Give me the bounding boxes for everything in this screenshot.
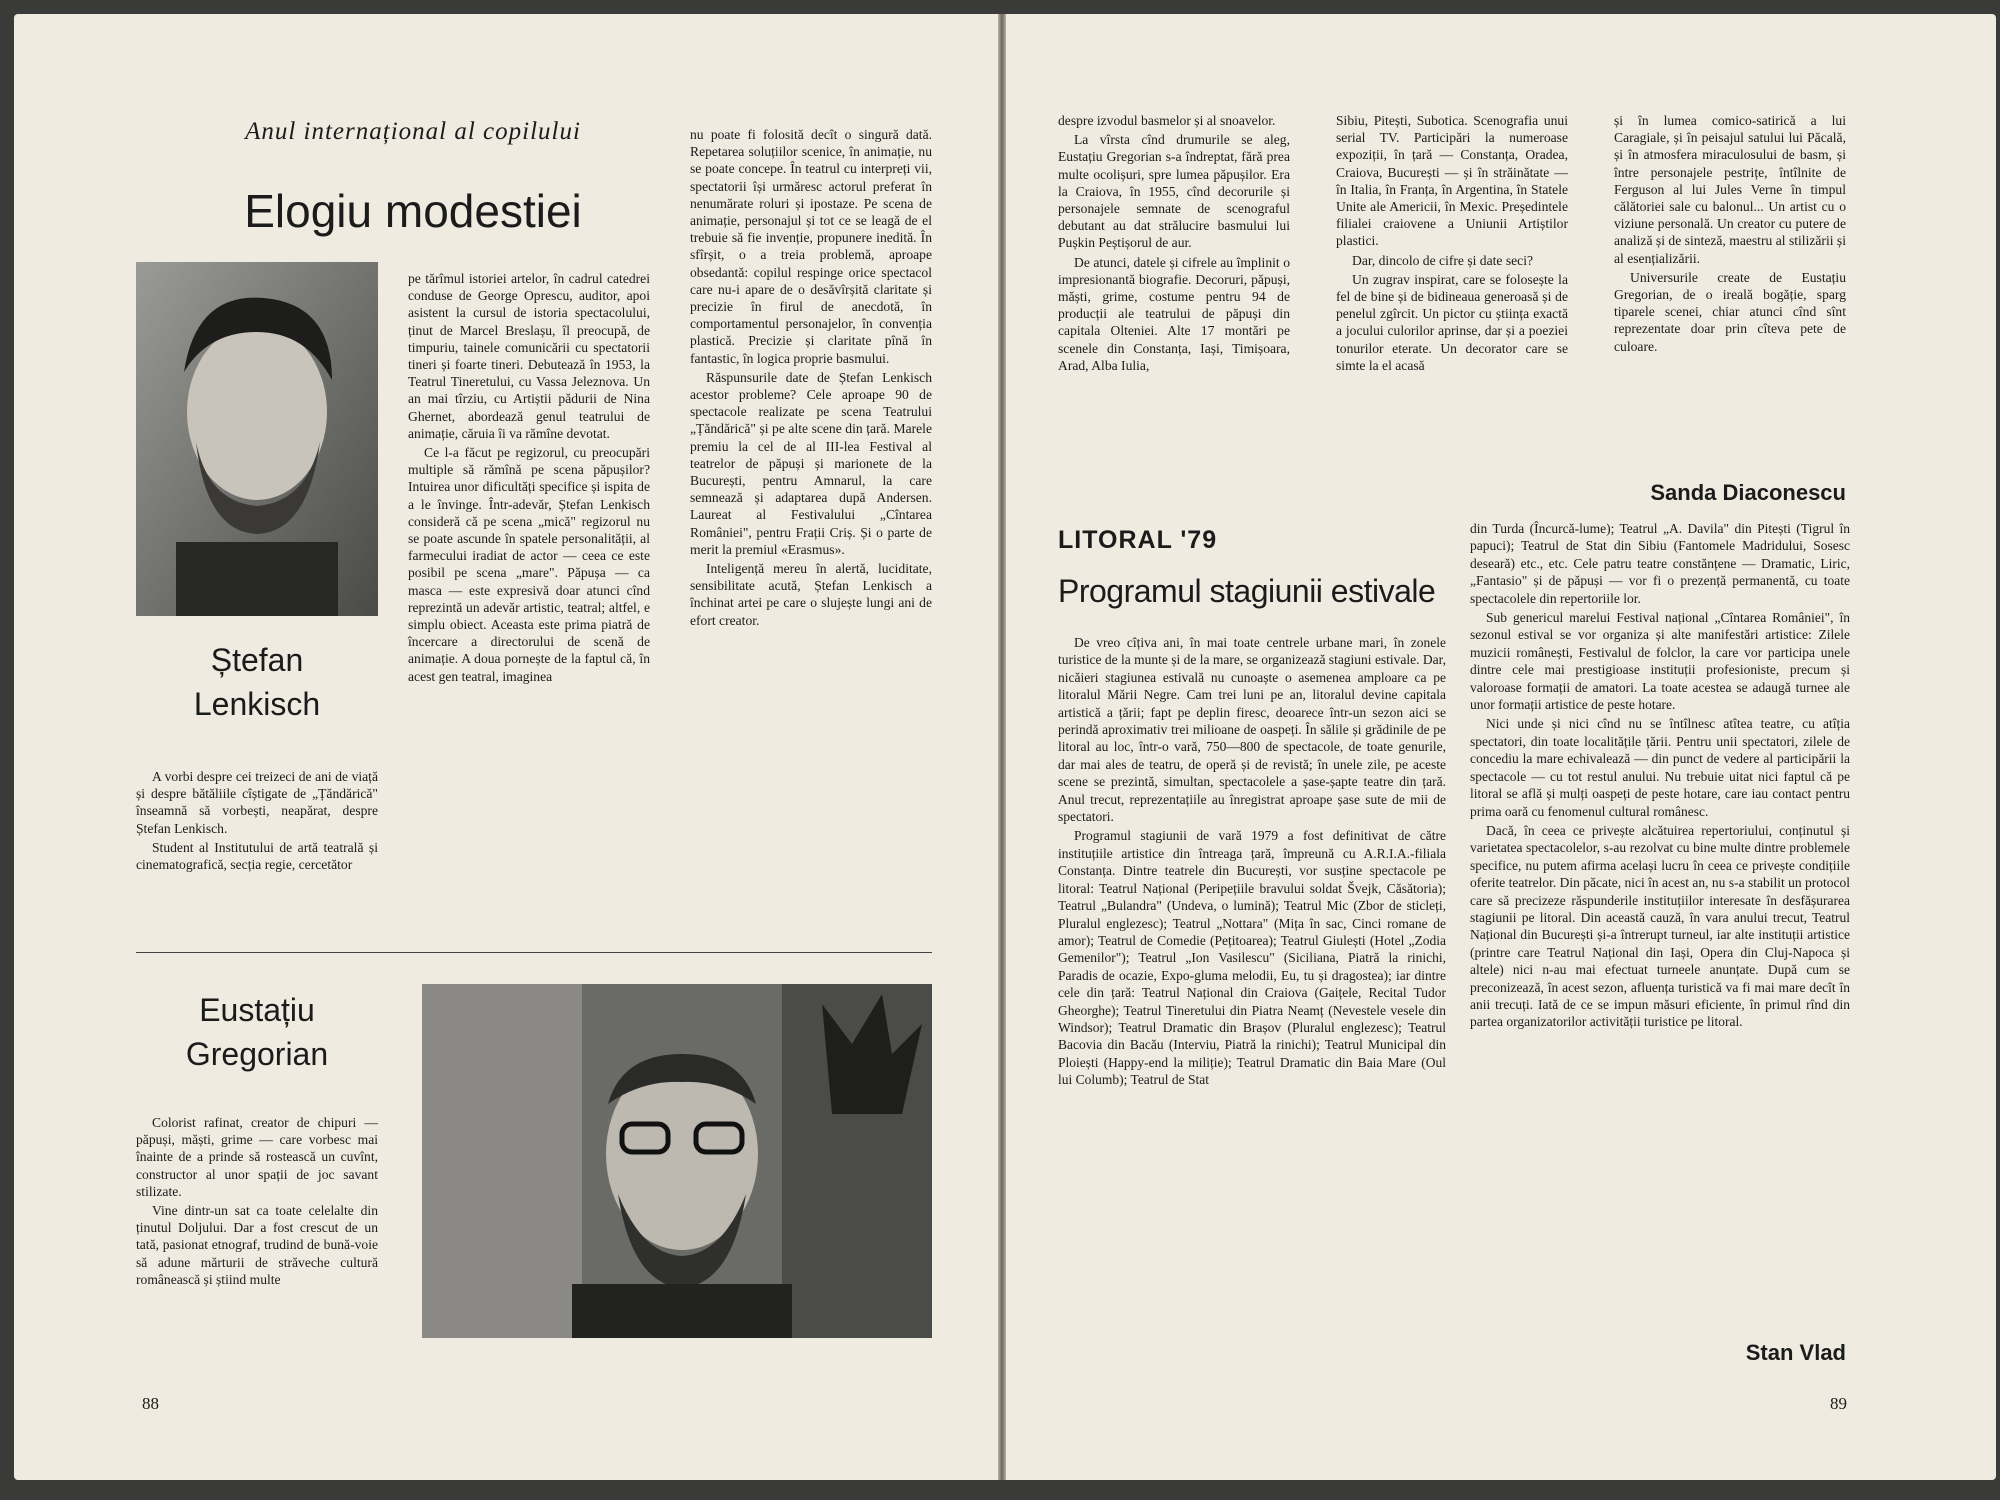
paragraph: Colorist rafinat, creator de chipuri — păpuși, măști, grime — care vorbesc mai înainte de a prinde să rostească un cuvînt, constructor al unor spații de joc savant stilizate. — [136, 1115, 378, 1199]
gregorian-column-4 — [1614, 112, 1846, 357]
paragraph: Vine dintr-un sat ca toate celelalte din ținutul Doljului. Dar a fost crescut de un tată, pasionat etnograf, trudind de bună-voie să adune mărturii de străveche cultură românească și știind multe — [136, 1203, 378, 1287]
lenkisch-column-3 — [690, 126, 932, 631]
name-gregorian — [136, 988, 378, 1076]
page-number-right: 89 — [1830, 1394, 1847, 1413]
signature-sanda-diaconescu: Sanda Diaconescu — [1650, 480, 1846, 505]
litoral-column-1 — [1058, 634, 1446, 1091]
paragraph: pe tărîmul istoriei artelor, în cadrul catedrei conduse de George Oprescu, auditor, apoi asistent la cursul de istoria spectacolului, ținut de Marcel Breslașu, îl preocupă, de timpuriu, tainele comunicării cu spectatorii tineri și foarte tineri. Debutează în 1953, la Teatrul Tineretului, cu Vassa Jeleznova. Un an mai tîrziu, cu Artiștii pădurii de Nina Ghernet, abordează genul teatrului de animație, căruia îi va rămîne devotat. — [408, 271, 650, 441]
paragraph: Inteligență mereu în alertă, luciditate, sensibilitate acută, Ștefan Lenkisch a închinat artei pe care o slujește lungi ani de efort creator. — [690, 561, 932, 628]
name-lenkisch — [136, 638, 378, 726]
gregorian-column-3 — [1336, 112, 1568, 376]
paragraph: Universurile create de Eustațiu Gregorian, de o ireală bogăție, sparg tiparele scenei, chiar atunci cînd sînt reprezentate doar prin cîteva pete de culoare. — [1614, 269, 1846, 354]
paragraph: La vîrsta cînd drumurile se aleg, Eustațiu Gregorian s-a îndreptat, fără prea multe ocolișuri, spre lumea păpușilor. Era la Craiova, în 1955, cînd decorurile și personajele semnate de scenograful debutant au dat strălucire basmului lui Pușkin Peștișorul de aur. — [1058, 132, 1290, 251]
page-number-left: 88 — [142, 1394, 159, 1413]
paragraph: și în lumea comico-satirică a lui Caragiale, și în peisajul satului lui Păcală, și în atmosfera miraculosului de basm, și între personajele pestrițe, întîlnite de Ferguson al lui Jules Verne în timpul călătoriei sale cu balonul... Un artist cu o viziune personală. Un creator cu putere de analiză și de sinteză, maestru al stilizării și al esențializării. — [1614, 113, 1846, 266]
name-gregorian-line1: Eustațiu — [199, 992, 315, 1028]
book-gutter — [998, 14, 1006, 1480]
paragraph: Ce l-a făcut pe regizorul, cu preocupări multiple să rămînă pe scena păpușilor? Intuirea unor dificultăți specifice și ispita de a le învinge. Într-adevăr, Ștefan Lenkisch consideră că pe scena „mică" regizorul nu se poate ascunde în spatele personalității, al farmecului iradiat de actor — ceea ce este posibil pe scena „mare". Păpușa — ca masca — este expresivă doar atunci cînd reprezintă un adevăr artistic, teatral; altfel, e simplu obiect. Aceasta este prima piatră de încercare a directorului de scenă de animație. A doua pornește de la faptul că, în acest gen teatral, imaginea — [408, 445, 650, 684]
litoral-column-2 — [1470, 520, 1850, 1033]
lenkisch-column-2 — [408, 270, 650, 687]
paragraph: Sibiu, Pitești, Subotica. Scenografia unui serial TV. Participări la numeroase expoziții, în țară — Constanța, Oradea, Craiova, București — și în străinătate — în Italia, în Franța, în Argentina, în Statele Unite ale Americii, în Mexic. Președintele filialei craiovene a Uniunii Artiștilor plastici. — [1336, 113, 1568, 249]
paragraph: din Turda (Încurcă-lume); Teatrul „A. Davila" din Pitești (Tigrul în papuci); Teatrul de Stat din Sibiu (Fantomele Madridului, Sosesc deseară) etc., etc. Cele patru teatre constănțene — Dramatic, Liric, „Fantasio" și de păpuși — vor fi o prezență permanentă, cu toate spectacolele din repertoriile lor. — [1470, 521, 1850, 606]
paragraph: Dar, dincolo de cifre și date seci? — [1352, 252, 1533, 268]
signature-stan-vlad: Stan Vlad — [1745, 1340, 1846, 1365]
gregorian-column-1 — [136, 1114, 378, 1290]
section-divider — [136, 952, 932, 953]
article-title: Elogiu modestiei — [244, 185, 582, 237]
portrait-photo-gregorian — [422, 984, 932, 1338]
paragraph: Programul stagiunii de vară 1979 a fost definitivat de către instituțiile artistice din întreaga țară, împreună cu A.R.I.A.-filiala Constanța. Dintre teatrele din București, vor susține spectacole pe litoral: Teatrul Național (Peripețiile bravului soldat Švejk, Căsătoria); Teatrul „Bulandra" (Undeva, o lumină); Teatrul Mic (Zbor de sticleți, Pluralul englezesc); Teatrul „Nottara" (Mița în sac, Cinci romane de amor); Teatrul de Comedie (Pețitoarea); Teatrul Giulești (Hotel „Zodia Gemenilor"); Teatrul „Ion Vasilescu" (Siciliana, Piatră la rinichi, Paradis de ocazie, Expo-gluma melodii, Eu, tu și dragostea); iar dintre cele din țară: Teatrul Național din Craiova (Gaițele, Recital Tudor Gheorghe); Teatrul Tineretului din Piatra Neamț (Nevestele vesele din Windsor); Teatrul Dramatic din Brașov (Pluralul englezesc); Teatrul Bacovia din Bacău (Interviu, Piatră la rinichi); Teatrul Municipal din Ploiești (Happy-end la miliție); Teatrul Dramatic din Baia Mare (Oul lui Columb); Teatrul de Stat — [1058, 828, 1446, 1088]
left-page — [14, 14, 998, 1480]
portrait-photo-lenkisch — [136, 262, 378, 616]
section-kicker-litoral: LITORAL '79 — [1058, 526, 1218, 554]
name-lenkisch-line1: Ștefan — [210, 642, 304, 678]
paragraph: nu poate fi folosită decît o singură dată. Repetarea soluțiilor scenice, în animație, nu se poate concepe. În teatrul cu interpreți vii, spectatorii își urmăresc actorul preferat în nenumărate roluri și ipostaze. Pe scena de animație, personajul și tot ce se leagă de el trebuie să fie invenție, propunere inedită. În sfîrșit, o a treia problemă, aproape obsedantă: copilul respinge orice spectacol care nu-i apare de o desăvîrșită claritate și precizie în firul de anecdotă, în comportamentul personajelor, în convenția plastică. Precizie și claritate pînă în fantastic, în logica proprie basmului. — [690, 127, 932, 366]
paragraph: despre izvodul basmelor și al snoavelor. — [1058, 113, 1276, 128]
paragraph: Student al Institutului de artă teatrală și cinematografică, secția regie, cercetător — [136, 839, 378, 873]
kicker-anul-copilului: Anul internațional al copilului — [245, 118, 581, 145]
paragraph: De atunci, datele și cifrele au împlinit o impresionantă biografie. Decoruri, păpuși, măști, grime, costume pentru 94 de producții ale teatrului de păpuși din capitala Olteniei. Alte 17 montări pe scenele din Constanța, Iași, Timișoara, Arad, Alba Iulia, — [1058, 254, 1290, 373]
paragraph: De vreo cîțiva ani, în mai toate centrele urbane mari, în zonele turistice de la munte și de la mare, se organizează stagiuni estivale. Dar, nicăieri stagiunea estivală nu cunoaște o asemenea amploare ca pe litoralul Mării Negre. Cam trei luni pe an, litoralul devine capitala artistică a țării; fapt pe deplin firesc, deoarece într-un sezon aici se perindă aproximativ trei milioane de oaspeți. În sălile și grădinile de pe litoral au loc, într-o vară, 750—800 de spectacole, de toate genurile, dar mai ales de teatru, de operă și de revistă; în unele zile, pe aceste scene se prezintă, simultan, spectacolele a șase-șapte teatre din țară. Anul trecut, reprezentațiile au înregistrat aproape șase sute de mii de spectatori. — [1058, 635, 1446, 825]
paragraph: Nici unde și nici cînd nu se întîlnesc atîtea teatre, cu atîția spectatori, din toate localitățile țării. Pentru unii spectatori, zilele de concediu la mare echivalează — din punct de vedere al participării la spectacole — cu tot restul anului. Nu trebuie uitat nici faptul că pe litoral se află și mulți oaspeți de peste hotare, care iau contact pentru prima oară cu fenomenul cultural românesc. — [1470, 716, 1850, 819]
right-page — [1006, 14, 1996, 1480]
name-gregorian-line2: Gregorian — [185, 1036, 329, 1072]
section-title-litoral: Programul stagiunii estivale — [1058, 573, 1436, 609]
gregorian-column-2 — [1058, 112, 1290, 376]
paragraph: Un zugrav inspirat, care se folosește la fel de bine și de bidineaua generoasă și de penelul zgîrcit. Un pictor cu știința exactă a jocului culorilor aprinse, dar și a poeziei tonurilor eterate. Un decorator care se simte la el acasă — [1336, 271, 1568, 373]
paragraph: Sub genericul marelui Festival național „Cîntarea României", în sezonul estival se vor organiza și alte manifestări artistice: Zilele muzicii românești, Festivalul de folclor, la care vor participa unele dintre cele mai prestigioase instituții profesioniste, precum și valoroase formații de amatori. La toate acestea se adaugă turnee ale unor formații artistice de peste hotare. — [1470, 610, 1850, 713]
lenkisch-column-1 — [136, 768, 378, 875]
paragraph: A vorbi despre cei treizeci de ani de viață și despre bătăliile cîștigate de „Țăndărică" înseamnă să vorbești, neapărat, despre Ștefan Lenkisch. — [136, 769, 378, 836]
name-lenkisch-line2: Lenkisch — [193, 686, 321, 722]
paragraph: Dacă, în ceea ce privește alcătuirea repertoriului, conținutul și varietatea spectacolelor, s-au rezolvat cu bine multe dintre problemele specifice, nu putem afirma același lucru în ceea ce privește condițiile oferite teatrelor. Din păcate, nici în acest an, nu s-a stabilit un protocol care să precizeze răspunderile instituțiilor interesate în desfășurarea stagiunii pe litoral. Din această cauză, în vara anului trecut, Teatrul Național din București și-a întrerupt turneul, iar alte instituții artistice (printre care Teatrul Național din Iași, Opera din Cluj-Napoca și altele) nici n-au mai efectuat turneele anunțate. După cum se preconizează, în acest sezon, afluența turistică va fi mai mare decît în anii trecuți. Iată de ce se impun măsuri eficiente, în primul rînd din partea organizatorilor activității turistice pe litoral. — [1470, 822, 1850, 1030]
paragraph: Răspunsurile date de Ștefan Lenkisch acestor probleme? Cele aproape 90 de spectacole realizate pe scena Teatrului „Țăndărică" și pe alte scene din țară. Marele premiu la cel de al III-lea Festival al teatrelor de păpuși și marionete de la București, pentru Amnarul, la care semnează și adaptarea după Andersen. Laureat al Festivalului „Cîntarea României", pentru Frații Criș. Și o parte de merit la premiul «Erasmus». — [690, 369, 932, 557]
